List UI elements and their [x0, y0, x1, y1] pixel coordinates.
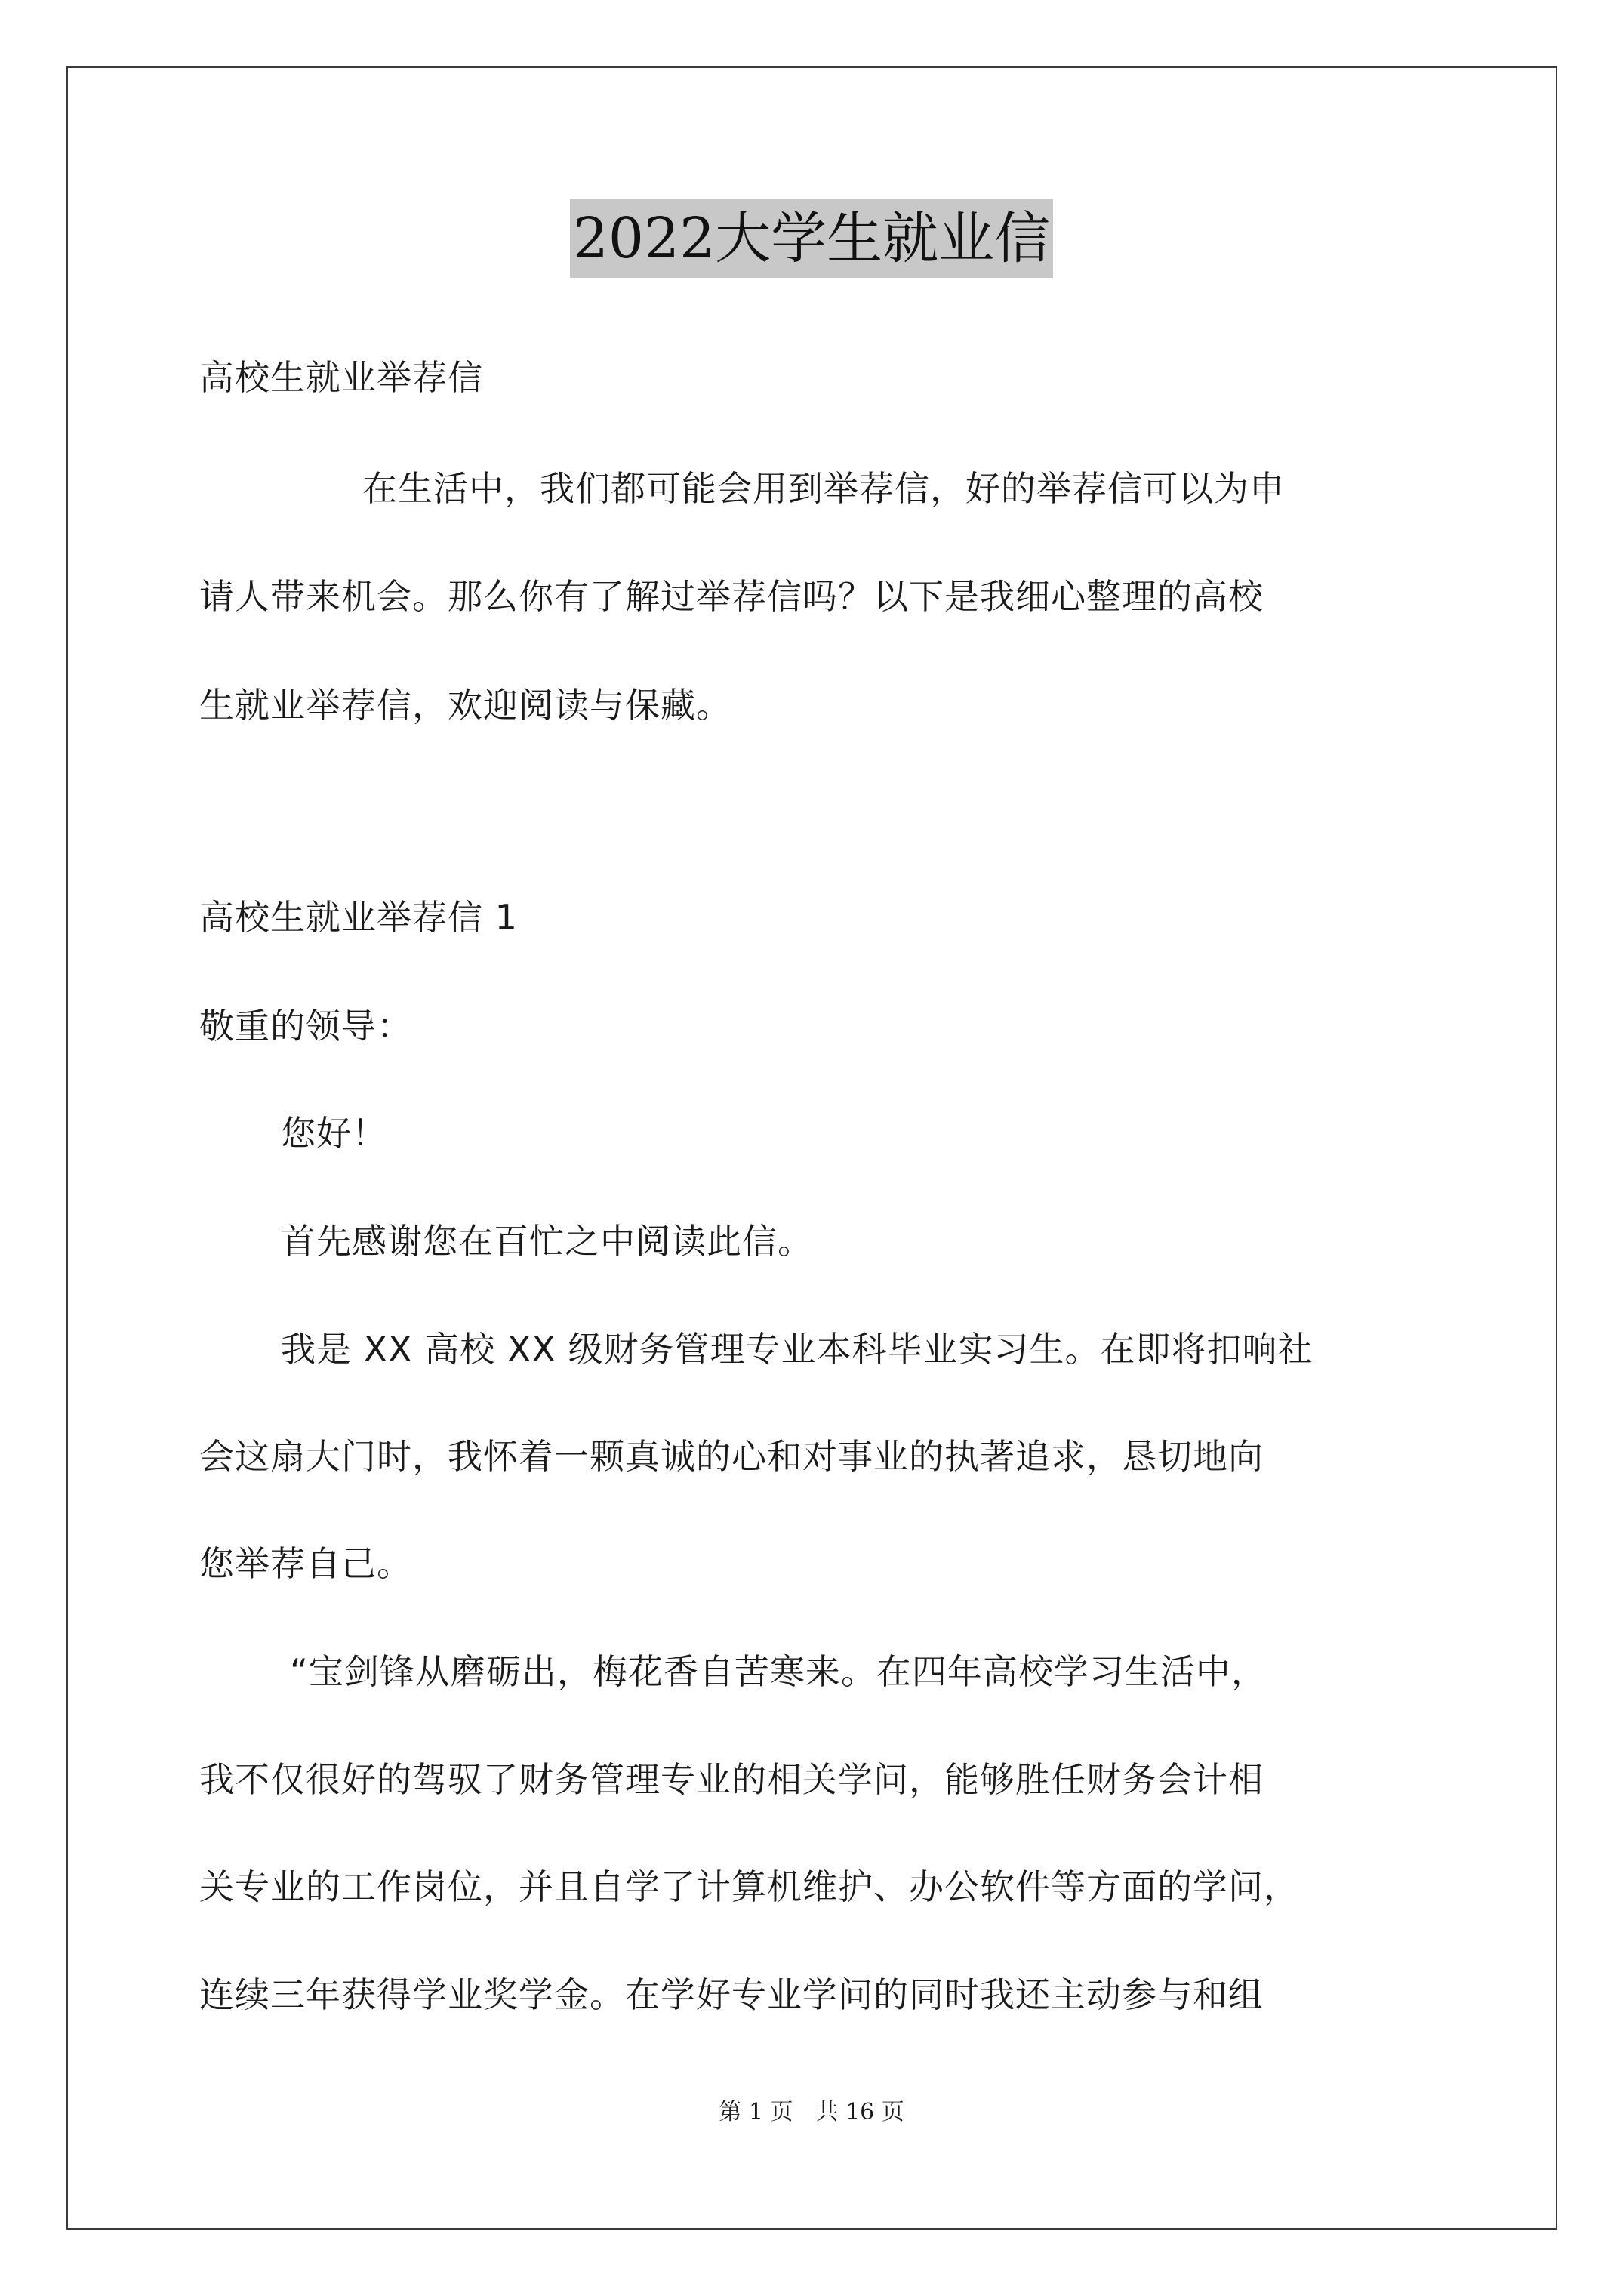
paragraph-line: 请人带来机会。那么你有了解过举荐信吗？以下是我细心整理的高校 [199, 576, 1264, 617]
paragraph-line: 关专业的工作岗位，并且自学了计算机维护、办公软件等方面的学问， [199, 1866, 1299, 1907]
paragraph-line: 生就业举荐信，欢迎阅读与保藏。 [199, 685, 731, 726]
section-heading: 高校生就业举荐信 [199, 357, 483, 398]
section-heading: 高校生就业举荐信 1 [199, 897, 518, 938]
page-number-footer: 第 1 页 共 16 页 [719, 2099, 904, 2125]
paragraph-line: “宝剑锋从磨砺出，梅花香自苦寒来。在四年高校学习生活中， [290, 1651, 1267, 1692]
paragraph-line: 连续三年获得学业奖学金。在学好专业学问的同时我还主动参与和组 [199, 1974, 1264, 2015]
document-title: 2022大学生就业信 [570, 199, 1053, 278]
salutation: 敬重的领导： [199, 1006, 412, 1046]
paragraph-line: 会这扇大门时，我怀着一颗真诚的心和对事业的执著追求，恳切地向 [199, 1436, 1264, 1477]
paragraph-line: 首先感谢您在百忙之中阅读此信。 [281, 1221, 813, 1262]
paragraph-line: 在生活中，我们都可能会用到举荐信，好的举荐信可以为申 [362, 468, 1285, 509]
greeting: 您好！ [281, 1113, 387, 1154]
title-container [0, 199, 1623, 278]
paragraph-line: 我是 XX 高校 XX 级财务管理专业本科毕业实习生。在即将扣响社 [281, 1329, 1313, 1370]
paragraph-line: 您举荐自己。 [199, 1543, 412, 1584]
paragraph-line: 我不仅很好的驾驭了财务管理专业的相关学问，能够胜任财务会计相 [199, 1759, 1264, 1800]
